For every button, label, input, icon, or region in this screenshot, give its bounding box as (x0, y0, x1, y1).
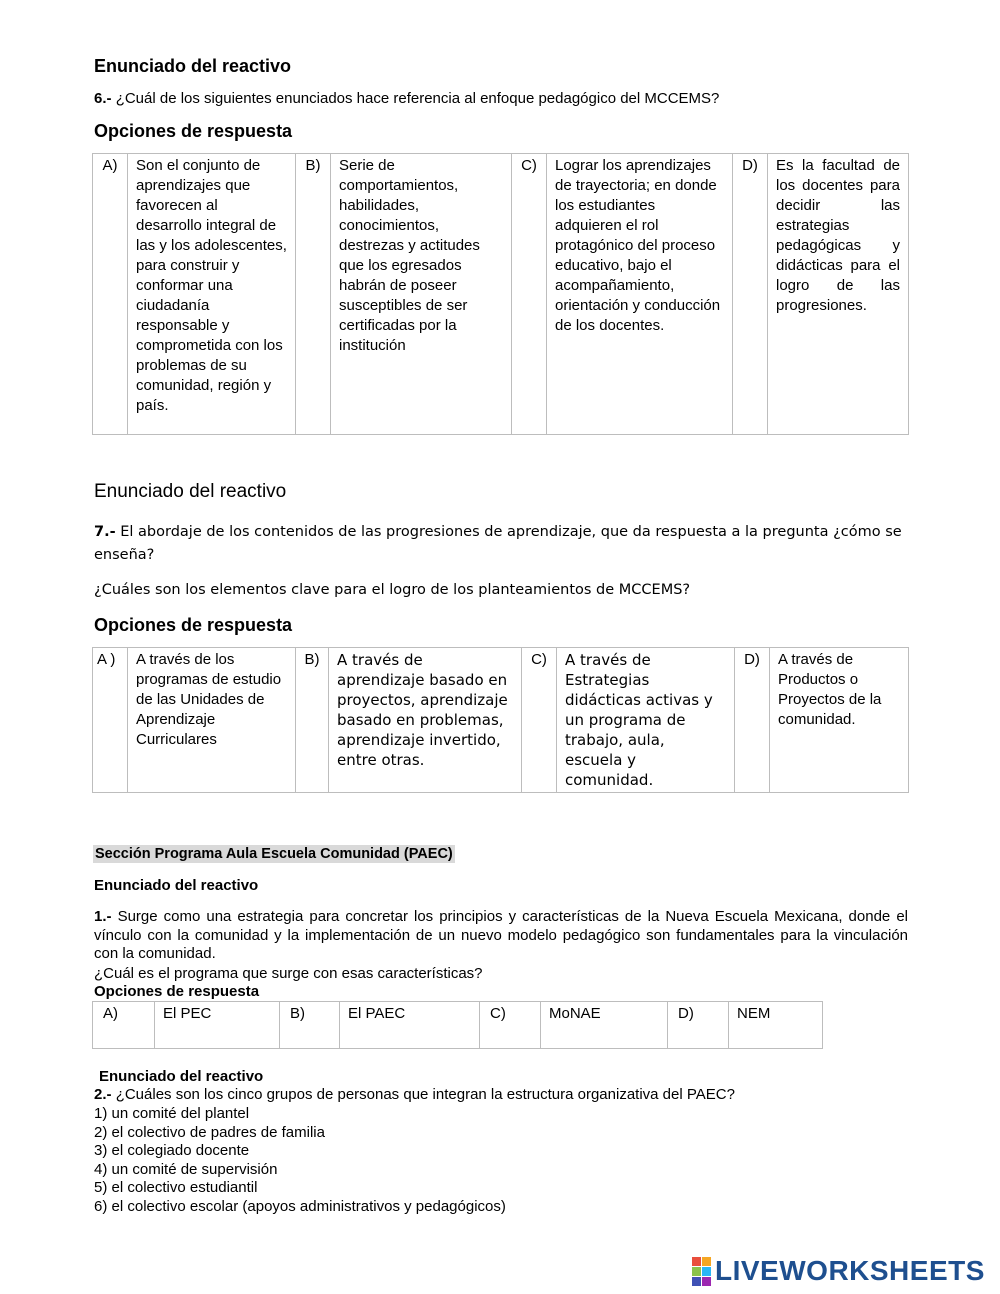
paec-q2-item: 2) el colectivo de padres de familia (94, 1123, 325, 1141)
q7-question-text: El abordaje de los contenidos de las progresiones de aprendizaje, que da respuesta a la pregunta ¿cómo se enseña? (94, 524, 902, 563)
q6-options-table (92, 153, 909, 435)
q7-options-heading: Opciones de respuesta (94, 615, 293, 635)
paec-q2-number: 2.- (94, 1086, 112, 1103)
q6-option-a[interactable]: Son el conjunto de aprendizajes que favorecen al desarrollo integral de las y los adolescentes, para construir y conformar una ciudadanía responsable y comprometida con los problemas de su comunidad, región y país. (128, 154, 296, 435)
paec-q1-option-b[interactable]: El PAEC (340, 1002, 480, 1049)
paec-q1-option-a[interactable]: El PEC (155, 1002, 280, 1049)
paec-q1-option-c[interactable]: MoNAE (541, 1002, 668, 1049)
paec-q1-question-text: Surge como una estrategia para concretar los principios y características de la Nueva Escuela Mexicana, donde el vínculo con la comunidad y la implementación de un nuevo modelo pedagógico son fundamentales para la vinculación con la comunidad. (94, 908, 908, 962)
paec-q1-question-2: ¿Cuál es el programa que surge con esas características? (94, 965, 483, 982)
q7-question-2: ¿Cuáles son los elementos clave para el logro de los planteamientos de MCCEMS? (94, 582, 691, 598)
paec-q2-item: 3) el colegiado docente (94, 1142, 250, 1159)
paec-q1-question (94, 908, 908, 964)
paec-q1-options-table (92, 1001, 823, 1049)
q6-option-d[interactable]: Es la facultad de los docentes para decidir las estrategias pedagógicas y didácticas para el logro de las progresiones. (768, 154, 909, 435)
paec-q1-option-b-label: B) (280, 1002, 340, 1049)
q6-options-heading: Opciones de respuesta (94, 121, 293, 141)
q6-number: 6.- (94, 90, 112, 107)
paec-q2-list (94, 1105, 506, 1216)
paec-q1-number: 1.- (94, 908, 112, 925)
paec-q1-option-d-label: D) (668, 1002, 729, 1049)
paec-q1-option-d[interactable]: NEM (729, 1002, 823, 1049)
liveworksheets-logo[interactable] (692, 1255, 985, 1287)
paec-q1-option-c-label: C) (480, 1002, 541, 1049)
paec-q2-question (94, 1086, 908, 1105)
q6-option-b-label: B) (296, 154, 331, 435)
paec-q2-question-text: ¿Cuáles son los cinco grupos de personas que integran la estructura organizativa del PAEC? (115, 1086, 735, 1103)
q7-option-a-label: A ) (93, 648, 128, 793)
q7-option-c-label: C) (522, 648, 557, 793)
paec-q2-item: 1) un comité del plantel (94, 1105, 250, 1122)
q6-option-b[interactable]: Serie de comportamientos, habilidades, conocimientos, destrezas y actitudes que los egresados habrán de poseer susceptibles de ser certificadas por la institución (331, 154, 512, 435)
q7-options-table (92, 647, 909, 793)
paec-q1-heading: Enunciado del reactivo (94, 877, 259, 894)
q7-option-b-label: B) (296, 648, 329, 793)
q6-question (94, 89, 914, 108)
q7-heading: Enunciado del reactivo (94, 481, 287, 502)
paec-q1-option-a-label: A) (93, 1002, 155, 1049)
paec-q2-heading: Enunciado del reactivo (99, 1068, 264, 1085)
q7-number: 7.- (94, 524, 116, 540)
q6-option-a-label: A) (93, 154, 128, 435)
q7-question (94, 521, 914, 567)
paec-q1-options-heading: Opciones de respuesta (94, 983, 260, 1000)
paec-q2-item: 5) el colectivo estudiantil (94, 1179, 258, 1196)
paec-section-title: Sección Programa Aula Escuela Comunidad (PAEC) (95, 846, 453, 862)
q6-option-d-label: D) (733, 154, 768, 435)
q6-option-c-label: C) (512, 154, 547, 435)
paec-q2-item: 6) el colectivo escolar (apoyos administrativos y pedagógicos) (94, 1197, 506, 1215)
q6-question-text: ¿Cuál de los siguientes enunciados hace referencia al enfoque pedagógico del MCCEMS? (115, 90, 720, 107)
paec-q2-item: 4) un comité de supervisión (94, 1160, 278, 1178)
q7-option-b[interactable]: A través de aprendizaje basado en proyectos, aprendizaje basado en problemas, aprendizaje invertido, entre otras. (329, 648, 522, 793)
q6-option-c[interactable]: Lograr los aprendizajes de trayectoria; en donde los estudiantes adquieren el rol protagónico del proceso educativo, bajo el acompañamiento, orientación y conducción de los docentes. (547, 154, 733, 435)
q7-option-d-label: D) (735, 648, 770, 793)
q7-option-c[interactable]: A través de Estrategias didácticas activas y un programa de trabajo, aula, escuela y comunidad. (557, 648, 735, 793)
q7-option-d[interactable]: A través de Productos o Proyectos de la comunidad. (770, 648, 909, 793)
q6-heading: Enunciado del reactivo (94, 56, 292, 76)
logo-text: LIVEWORKSHEETS (715, 1255, 985, 1286)
q7-option-a[interactable]: A través de los programas de estudio de las Unidades de Aprendizaje Curriculares (128, 648, 296, 793)
logo-mark-icon (692, 1257, 711, 1286)
